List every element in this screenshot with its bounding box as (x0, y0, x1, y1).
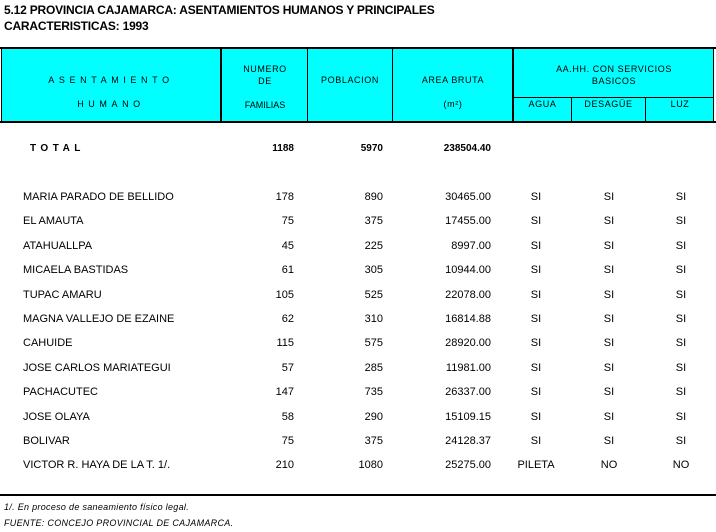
cell-luz: SI (675, 337, 687, 350)
header-agua: AGUA (528, 99, 557, 109)
header-divider (392, 48, 393, 122)
cell-name: CAHUIDE (23, 337, 73, 350)
cell-familias: 178 (275, 191, 294, 203)
header-luz: LUZ (670, 99, 690, 109)
footnote: 1/. En proceso de saneamiento físico legal. (4, 502, 190, 512)
cell-area: 17455.00 (445, 215, 491, 228)
cell-poblacion: 290 (364, 410, 383, 423)
table-title-line1: 5.12 PROVINCIA CAJAMARCA: ASENTAMIENTOS HUMANOS Y PRINCIPALES (4, 3, 435, 17)
cell-name: BOLIVAR (23, 435, 70, 447)
cell-familias: 210 (275, 459, 294, 472)
cell-desague: SI (603, 264, 615, 277)
cell-name: TUPAC AMARU (23, 288, 102, 301)
cell-luz: SI (675, 288, 687, 301)
cell-name: EL AMAUTA (23, 215, 84, 228)
cell-agua: SI (530, 313, 542, 325)
cell-luz: NO (672, 459, 690, 472)
header-bottom-rule (0, 121, 716, 123)
cell-agua: SI (530, 361, 542, 374)
cell-poblacion: 375 (364, 435, 383, 447)
cell-luz: SI (675, 239, 687, 252)
cell-familias: 57 (281, 361, 294, 374)
cell-name: JOSE OLAYA (23, 410, 90, 423)
cell-area: 30465.00 (445, 191, 491, 203)
cell-familias: 115 (276, 337, 294, 350)
cell-agua: SI (530, 386, 542, 399)
cell-name: ATAHUALLPA (23, 239, 93, 252)
header-familias: FAMILIAS (244, 100, 286, 110)
cell-poblacion: 285 (364, 361, 383, 374)
cell-area: 25275.00 (445, 459, 491, 472)
cell-name: MICAELA BASTIDAS (23, 264, 129, 277)
cell-agua: SI (530, 264, 542, 277)
cell-poblacion: 375 (364, 215, 383, 228)
total-label: TOTAL (30, 143, 85, 154)
cell-poblacion: 735 (364, 386, 383, 399)
header-basicos: BASICOS (591, 76, 637, 86)
cell-desague: SI (603, 410, 615, 423)
cell-poblacion: 310 (364, 313, 383, 325)
cell-area: 28920.00 (445, 337, 491, 350)
source-note: FUENTE: CONCEJO PROVINCIAL DE CAJAMARCA. (4, 518, 234, 528)
cell-luz: SI (675, 191, 687, 203)
cell-agua: SI (530, 288, 542, 301)
cell-area: 24128.37 (445, 435, 491, 447)
cell-desague: SI (603, 435, 615, 447)
cell-luz: SI (675, 361, 687, 374)
cell-poblacion: 225 (364, 239, 383, 252)
cell-familias: 147 (275, 386, 294, 399)
cell-desague: SI (603, 239, 615, 252)
cell-familias: 61 (281, 264, 294, 277)
header-asentamiento: ASENTAMIENTO (48, 75, 174, 85)
header-subdivider (513, 97, 714, 98)
cell-area: 22078.00 (445, 288, 491, 301)
cell-area: 10944.00 (445, 264, 491, 277)
cell-name: MAGNA VALLEJO DE EZAINE (23, 313, 175, 325)
cell-familias: 58 (281, 410, 294, 423)
cell-luz: SI (675, 313, 687, 325)
cell-luz: SI (675, 435, 687, 447)
cell-area: 15109.15 (445, 410, 491, 423)
cell-area: 26337.00 (445, 386, 491, 399)
table-title-line2: CARACTERISTICAS: 1993 (4, 19, 149, 33)
cell-agua: SI (530, 215, 542, 228)
cell-desague: SI (603, 337, 615, 350)
cell-desague: SI (603, 313, 615, 325)
cell-agua: SI (530, 191, 542, 203)
cell-luz: SI (675, 264, 687, 277)
cell-poblacion: 305 (364, 264, 383, 277)
bottom-rule (0, 494, 716, 496)
cell-poblacion: 575 (364, 337, 383, 350)
cell-poblacion: 525 (364, 288, 383, 301)
cell-familias: 105 (275, 288, 294, 301)
cell-familias: 62 (281, 313, 294, 325)
cell-agua: SI (530, 435, 542, 447)
cell-desague: SI (603, 191, 615, 203)
cell-desague: SI (603, 288, 615, 301)
header-de: DE (258, 76, 272, 86)
cell-familias: 45 (281, 239, 294, 252)
cell-luz: SI (675, 215, 687, 228)
cell-name: MARIA PARADO DE BELLIDO (23, 191, 174, 203)
cell-area: 8997.00 (451, 239, 491, 252)
cell-agua: SI (530, 410, 542, 423)
cell-desague: SI (603, 386, 615, 399)
cell-poblacion: 1080 (358, 459, 383, 472)
header-desague: DESAGÜE (584, 99, 633, 109)
total-familias: 1188 (272, 143, 294, 154)
cell-area: 11981.00 (445, 361, 491, 374)
cell-agua: SI (530, 239, 542, 252)
cell-agua: PILETA (517, 459, 555, 472)
cell-agua: SI (530, 337, 542, 350)
cell-name: PACHACUTEC (23, 386, 98, 399)
header-area-bruta: AREA BRUTA (421, 75, 485, 85)
header-humano: HUMANO (77, 99, 145, 109)
header-poblacion: POBLACION (321, 75, 379, 85)
header-servicios: AA.HH. CON SERVICIOS (556, 64, 672, 74)
header-numero: NUMERO (243, 64, 287, 74)
total-poblacion: 5970 (360, 143, 383, 154)
header-area-unit: (m²) (443, 99, 463, 109)
total-area: 238504.40 (443, 143, 491, 154)
cell-familias: 75 (281, 435, 294, 447)
cell-familias: 75 (281, 215, 294, 228)
cell-poblacion: 890 (364, 191, 383, 203)
cell-desague: SI (603, 215, 615, 228)
cell-name: VICTOR R. HAYA DE LA T. 1/. (23, 459, 171, 472)
cell-luz: SI (675, 410, 687, 423)
cell-luz: SI (675, 386, 687, 399)
cell-area: 16814.88 (445, 313, 491, 325)
cell-desague: NO (600, 459, 618, 472)
cell-name: JOSE CARLOS MARIATEGUI (23, 361, 171, 374)
cell-desague: SI (603, 361, 615, 374)
